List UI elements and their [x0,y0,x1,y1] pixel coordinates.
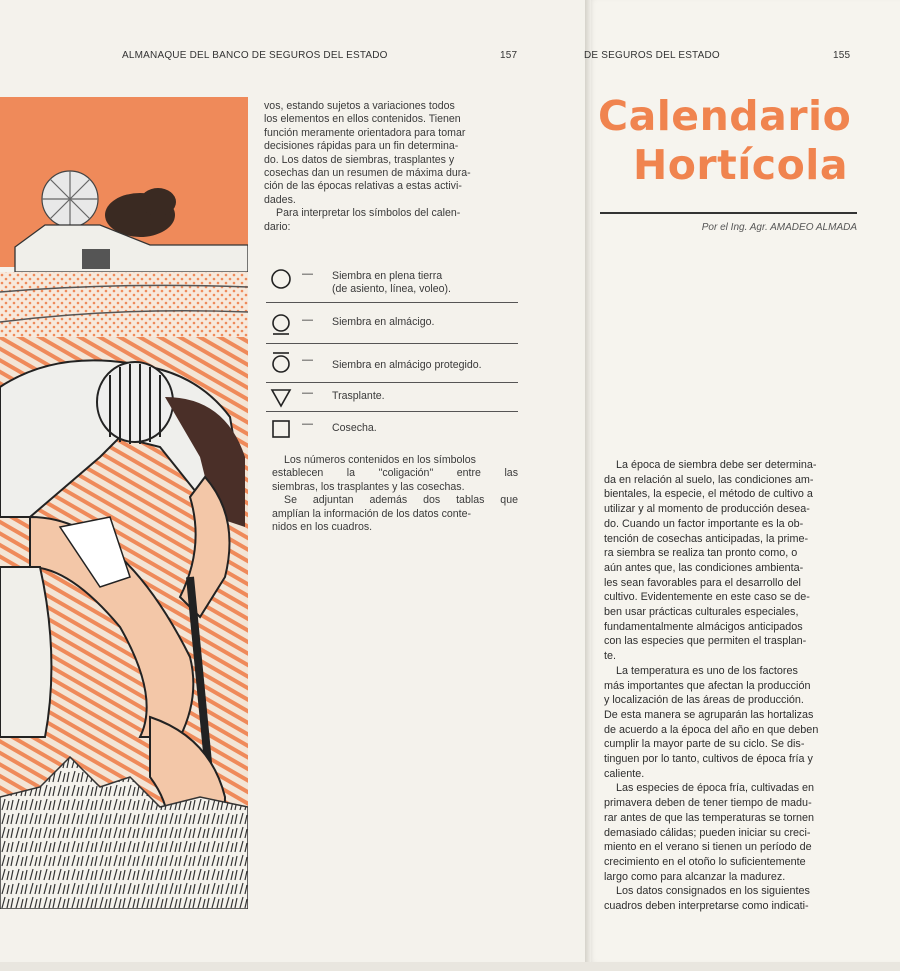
legend-label [332,270,451,296]
text-line: ra siembra se realiza tan pronto como, o [604,547,798,560]
legend-row [266,383,518,412]
legend-row [266,344,518,383]
intro-paragraph [264,100,512,234]
text-line: Los datos consignados en los siguientes [616,885,810,898]
text-line: bientales, la especie, el método de cultivo a [604,488,813,501]
text-line: te. [604,650,617,663]
text-line: da en relación al suelo, las condiciones am- [604,473,814,486]
text-line: cuadros deben interpretarse como indicati- [604,900,809,913]
text-line: con las especies que permiten el trasplan- [604,635,807,648]
text-line: Se adjuntan además dos tablas que [284,494,518,507]
text-line: nidos en los cuadros. [272,521,373,534]
text-line: Para interpretar los símbolos del calen- [276,207,461,220]
text-line: rar antes de que las temperaturas se tornen [604,811,815,824]
legend-dash: — [302,418,313,430]
byline: Por el Ing. Agr. AMADEO ALMADA [701,222,857,233]
text-line: aún antes que, las condiciones ambienta- [604,561,804,574]
legend-label: Siembra en almácigo protegido. [332,359,482,371]
text-line: establecen la "coligación" entre las [272,467,518,480]
legend-row [266,303,518,344]
title-line: Calendario [598,92,852,140]
symbol-legend [266,262,518,446]
left-page-number: 157 [500,50,518,61]
text-line: los elementos en ellos contenidos. Tienen [264,113,461,126]
text-line: cumplir la mayor parte de su ciclo. Se dis- [604,738,805,751]
text-line: ción de las épocas relativas a estas activi- [264,180,462,193]
circle-underline-icon [270,313,292,335]
text-line: les sean favorables para el desarrollo del [604,576,801,589]
legend-label: Trasplante. [332,390,385,402]
text-line: primavera deben de tener tiempo de madu- [604,797,812,810]
text-line: do. Los datos de siembras, trasplantes y [264,153,455,166]
text-line: largo como para alcanzar la madurez. [604,870,786,883]
legend-dash: — [302,314,313,326]
text-line: La época de siembra debe ser determina- [616,459,817,471]
text-line: De esta manera se agruparán las hortalizas [604,708,814,721]
circle-icon [270,268,292,290]
text-line: crecimiento en el otoño lo suficientemente [604,855,806,868]
text-line: fundamentalmente almácigos anticipados [604,620,803,633]
text-line: Las especies de época fría, cultivadas en [616,782,815,795]
text-line: utilizar y al momento de producción desea- [604,503,810,516]
title-line: Hortícola [632,141,848,189]
legend-dash: — [302,387,313,399]
legend-label: Siembra en almácigo. [332,316,435,328]
text-line: siembras, los trasplantes y las cosechas. [272,480,465,493]
text-line: decisiones rápidas para un fin determina- [264,140,459,153]
legend-row [266,412,518,446]
text-line: y localización de las áreas de producción. [604,694,804,707]
text-line: caliente. [604,767,645,780]
article-body [604,458,852,914]
note-paragraph [272,454,518,534]
text-line: cosechas dan un resumen de máxima dura- [264,167,471,180]
text-line: dades. [264,193,296,206]
legend-label: Cosecha. [332,422,377,434]
farmer-illustration [0,97,248,909]
legend-label-line: (de asiento, línea, voleo). [332,283,451,295]
square-icon [270,418,292,440]
text-line: ben usar prácticas culturales especiales, [604,606,799,619]
text-line: dario: [264,220,291,233]
text-line: más importantes que afectan la producción [604,679,811,692]
text-line: amplían la información de los datos conte- [272,507,472,520]
article-title [598,92,852,190]
text-line: tención de cosechas anticipadas, la prime- [604,532,809,545]
text-line: do. Cuando un factor importante es la ob- [604,517,804,530]
legend-label-line: Siembra en plena tierra [332,270,443,282]
title-rule [600,212,857,214]
legend-dash: — [302,268,313,280]
text-line: demasiado cálidas; pueden iniciar su creci- [604,826,811,839]
legend-dash: — [302,354,313,366]
left-running-header: ALMANAQUE DEL BANCO DE SEGUROS DEL ESTADO [122,50,388,61]
text-line: cultivo. Evidentemente en este caso se de- [604,591,810,604]
triangle-down-icon [270,387,292,409]
text-line: función meramente orientadora para tomar [264,126,466,139]
text-line: miento en el verano si tienen un período de [604,841,812,854]
text-line: vos, estando sujetos a variaciones todos [264,100,455,112]
circle-overline-icon [270,352,292,374]
text-line: Los números contenidos en los símbolos [284,454,476,466]
right-page-number: 155 [833,50,851,61]
right-running-header: DE SEGUROS DEL ESTADO [584,50,720,61]
book-gutter [585,0,591,962]
text-line: de acuerdo a la época del año en que deben [604,723,819,736]
legend-row [266,262,518,303]
text-line: La temperatura es uno de los factores [616,664,798,677]
text-line: tinguen por lo tanto, cultivos de época fría y [604,753,813,766]
